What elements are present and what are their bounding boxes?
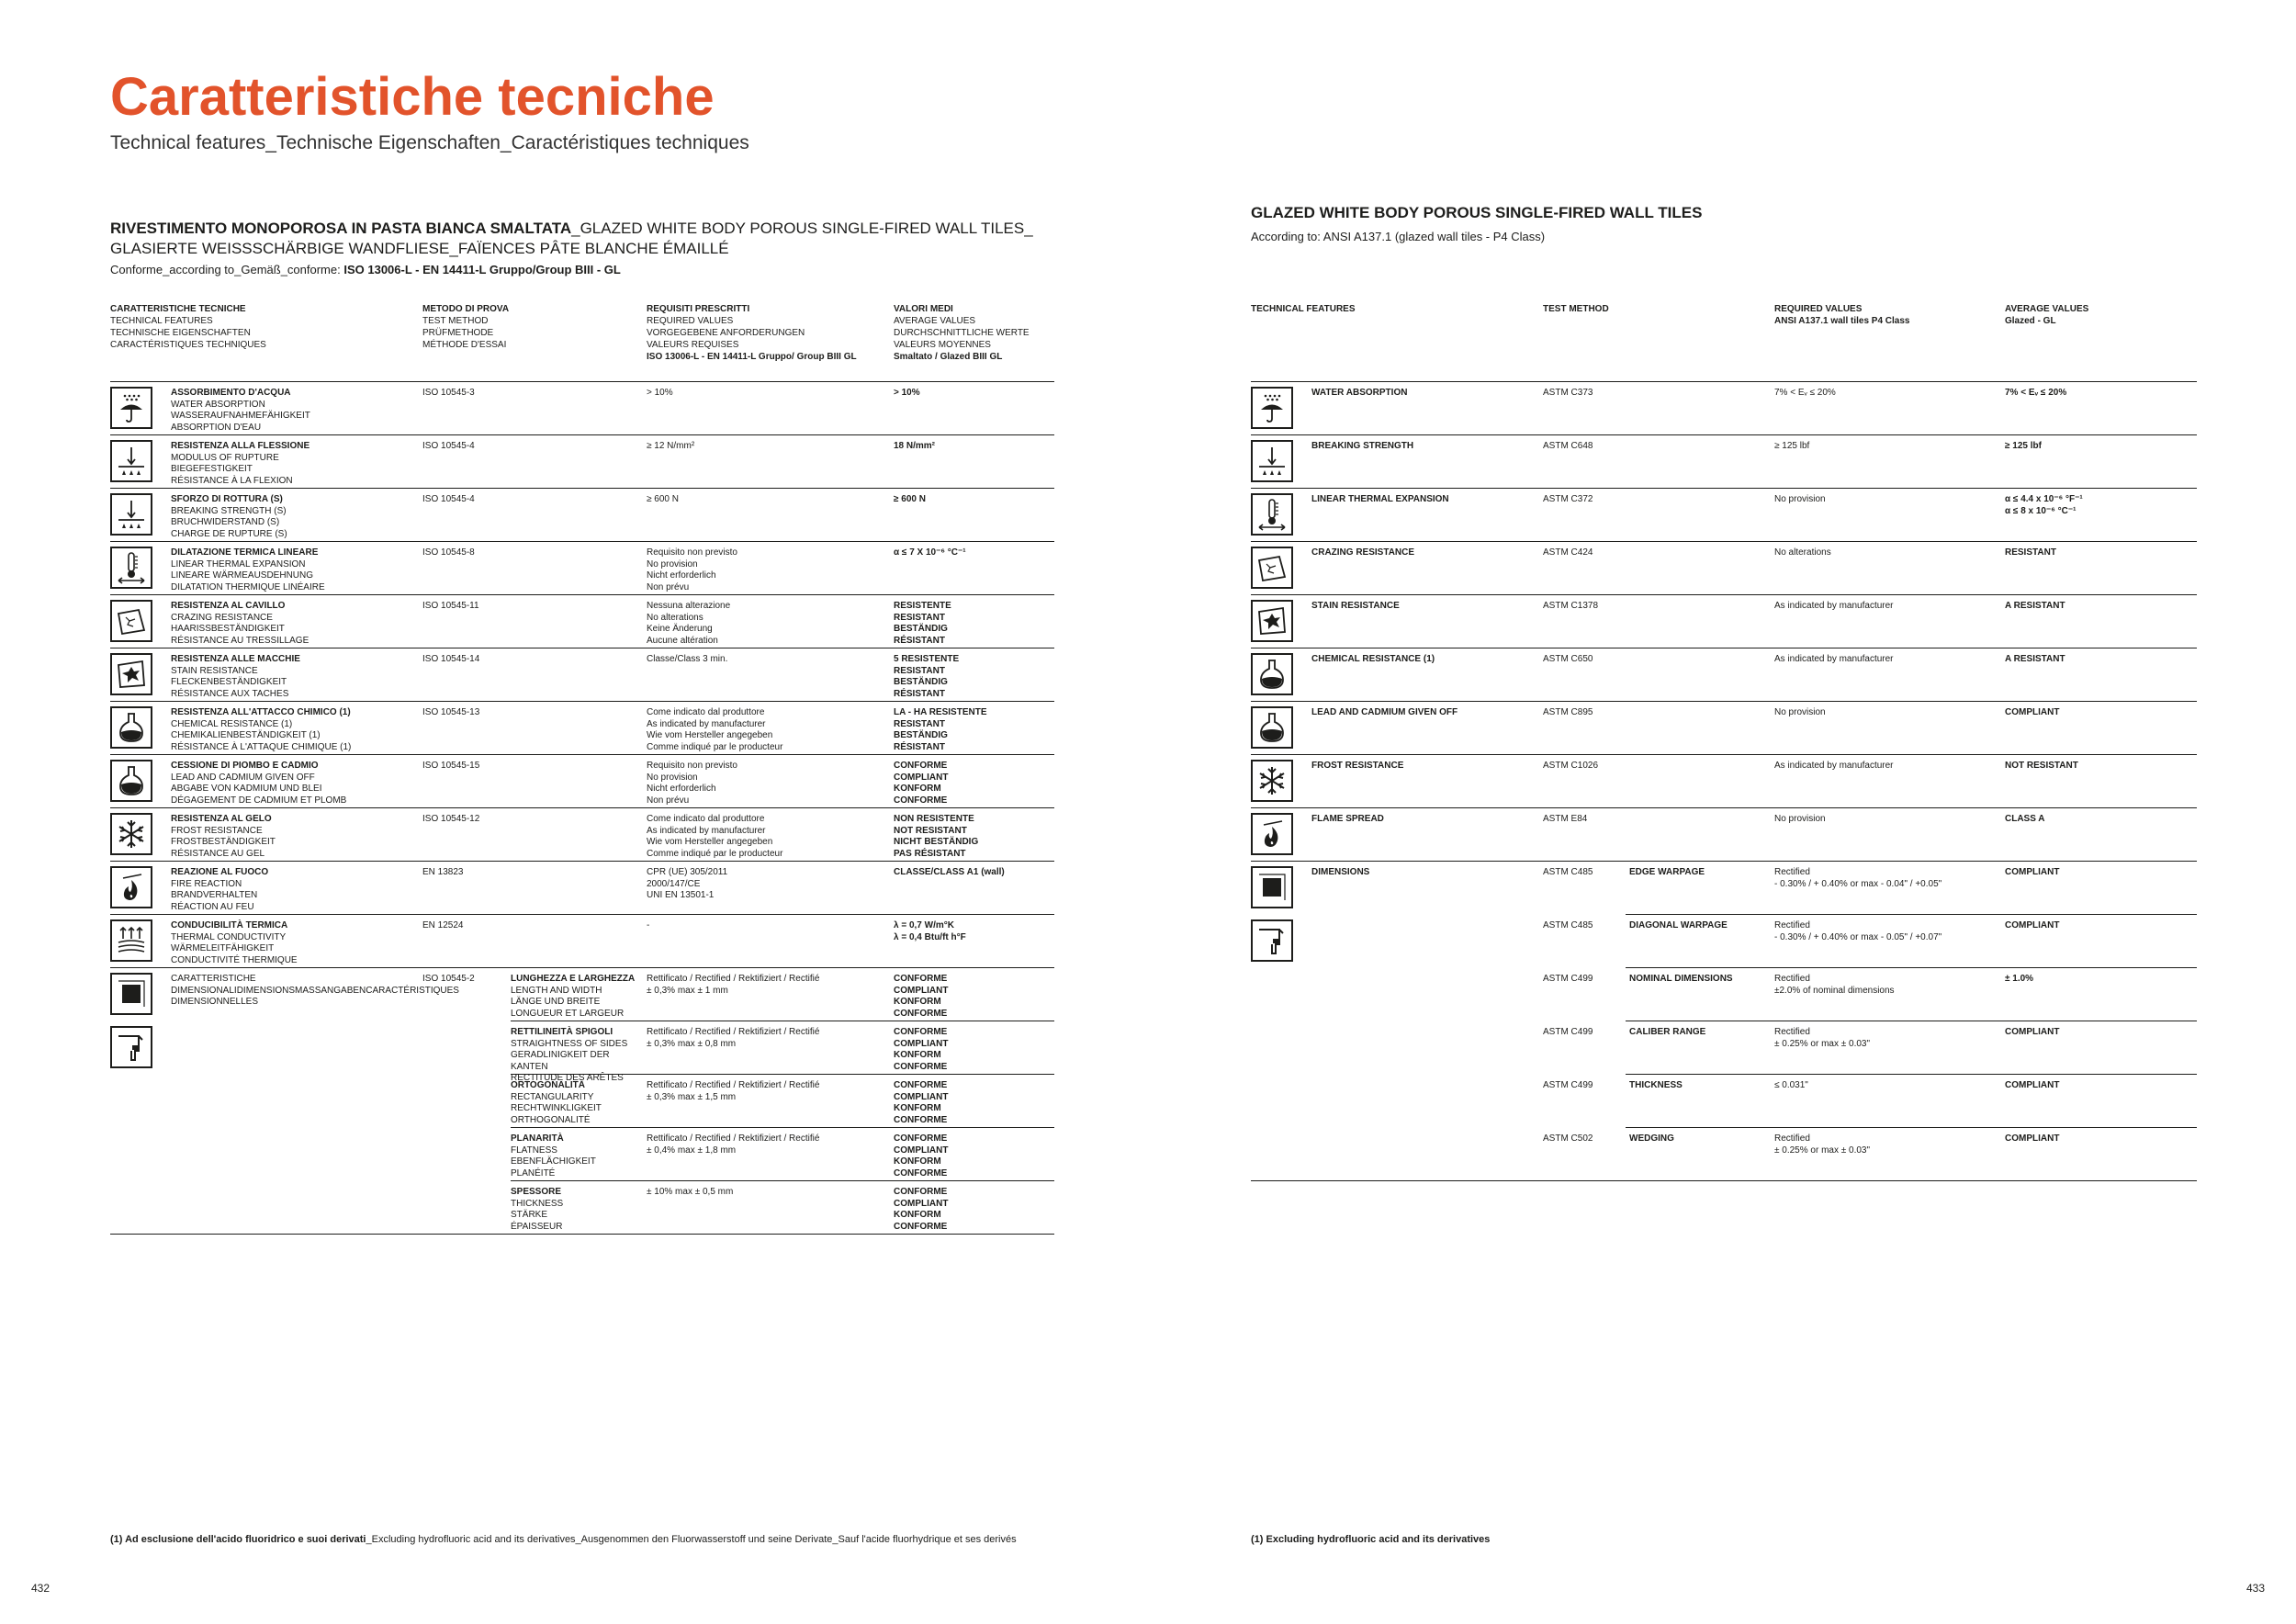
average-value: CONFORME COMPLIANT KONFORM CONFORME xyxy=(894,1187,949,1232)
feature-name: LINEAR THERMAL EXPANSION xyxy=(1311,494,1449,504)
water-drops-umbrella-icon xyxy=(110,387,152,429)
required-value: Rettificato / Rectified / Rektifiziert / Rectifié ± 0,3% max ± 1,5 mm xyxy=(647,1080,820,1102)
average-value: > 10% xyxy=(894,388,920,398)
test-method: ASTM C424 xyxy=(1543,547,1593,558)
spec-row xyxy=(1251,648,2197,702)
feature-name: LEAD AND CADMIUM GIVEN OFF xyxy=(1311,707,1458,717)
required-value: Come indicato dal produttore As indicated by manufacturer Wie vom Hersteller angegeben Comme indiqué par le producteur xyxy=(647,814,783,859)
spec-row xyxy=(1251,595,2197,648)
required-value: Come indicato dal produttore As indicated by manufacturer Wie vom Hersteller angegeben Comme indiqué par le producteur xyxy=(647,707,783,752)
required-value: Requisito non previsto No provision Nicht erforderlich Non prévu xyxy=(647,547,737,592)
required-value: ≥ 12 N/mm² xyxy=(647,441,695,451)
required-value: Rectified - 0.30% / + 0.40% or max - 0.05" / +0.07" xyxy=(1774,920,1942,942)
average-value: 5 RESISTENTE RESISTANT BESTÄNDIG RÉSISTANT xyxy=(894,654,960,699)
test-method: ISO 10545-12 xyxy=(422,814,480,824)
dimension-name: LUNGHEZZA E LARGHEZZA LENGTH AND WIDTH LÄNGE UND BREITE LONGUEUR ET LARGEUR xyxy=(511,974,636,1019)
dimension-subrow xyxy=(1543,1128,2197,1181)
average-value: α ≤ 4.4 x 10⁻⁶ °F⁻¹ α ≤ 8 x 10⁻⁶ °C⁻¹ xyxy=(2005,494,2083,516)
crazing-tile-icon xyxy=(1251,547,1293,589)
average-value: COMPLIANT xyxy=(2005,1080,2060,1090)
caliper-icon xyxy=(1251,919,1293,962)
water-drops-umbrella-icon xyxy=(1251,387,1293,429)
right-heading: GLAZED WHITE BODY POROUS SINGLE-FIRED WALL TILES xyxy=(1251,204,1703,221)
test-method: EN 12524 xyxy=(422,920,464,930)
average-value: CONFORME COMPLIANT KONFORM CONFORME xyxy=(894,761,949,806)
dimension-name: ORTOGONALITÀ RECTANGULARITY RECHTWINKLIGKEIT ORTHOGONALITÉ xyxy=(511,1080,602,1125)
spec-row xyxy=(1251,702,2197,755)
test-method: ASTM C499 xyxy=(1543,1027,1593,1037)
test-method: ASTM C485 xyxy=(1543,920,1593,930)
required-value: No provision xyxy=(1774,814,1826,824)
required-value: > 10% xyxy=(647,388,673,398)
required-value: No alterations xyxy=(1774,547,1831,558)
dimensions-square-icon xyxy=(1251,866,1293,908)
required-value: Rectified ± 0.25% or max ± 0.03" xyxy=(1774,1133,1871,1156)
required-value: As indicated by manufacturer xyxy=(1774,654,1894,664)
required-value: Rectified ±2.0% of nominal dimensions xyxy=(1774,974,1895,996)
average-value: 7% < Eᵥ ≤ 20% xyxy=(2005,388,2067,398)
test-method: ASTM C502 xyxy=(1543,1133,1593,1144)
average-value: ≥ 125 lbf xyxy=(2005,441,2042,451)
right-col-header-required: REQUIRED VALUES ANSI A137.1 wall tiles P4 Class xyxy=(1774,304,1910,326)
dimension-subrow xyxy=(1543,915,2197,968)
thermal-conductivity-icon xyxy=(110,919,152,962)
breaking-force-icon xyxy=(110,493,152,536)
average-value: COMPLIANT xyxy=(2005,867,2060,877)
spec-row xyxy=(110,648,1054,702)
dimensions-square-icon xyxy=(110,973,152,1015)
feature-name: CESSIONE DI PIOMBO E CADMIO LEAD AND CADMIUM GIVEN OFF ABGABE VON KADMIUM UND BLEI DÉGAGEMENT DE CADMIUM ET PLOMB xyxy=(171,761,347,806)
required-value: ≥ 125 lbf xyxy=(1774,441,1810,451)
left-conformity xyxy=(110,263,1056,276)
feature-name: FLAME SPREAD xyxy=(1311,814,1384,824)
lead-flask-icon xyxy=(1251,706,1293,749)
average-value: RESISTENTE RESISTANT BESTÄNDIG RÉSISTANT xyxy=(894,601,951,646)
test-method: ASTM C499 xyxy=(1543,1080,1593,1090)
test-method: ISO 10545-4 xyxy=(422,441,475,451)
dimension-name: DIAGONAL WARPAGE xyxy=(1629,920,1728,930)
fire-icon xyxy=(110,866,152,908)
required-value: - xyxy=(647,920,650,930)
feature-name: CRAZING RESISTANCE xyxy=(1311,547,1415,558)
spec-row xyxy=(110,702,1054,755)
spec-row xyxy=(110,915,1054,968)
test-method: ISO 10545-14 xyxy=(422,654,480,664)
left-footnote: (1) Ad esclusione dell'acido fluoridrico e suoi derivati_Excluding hydrofluoric acid and its derivatives_Ausgenommen den Fluorwasserstoff und seine Derivate_Sauf l'acide fluorhydrique et ses derivés xyxy=(110,1534,1017,1545)
required-value: Rettificato / Rectified / Rektifiziert / Rectifié ± 0,3% max ± 1 mm xyxy=(647,974,820,996)
test-method: ISO 10545-2 xyxy=(422,974,475,984)
required-value: ≤ 0.031" xyxy=(1774,1080,1808,1090)
lead-flask-icon xyxy=(110,760,152,802)
spec-row xyxy=(1251,489,2197,542)
required-value: No provision xyxy=(1774,494,1826,504)
feature-name: RESISTENZA ALLE MACCHIE STAIN RESISTANCE FLECKENBESTÄNDIGKEIT RÉSISTANCE AUX TACHES xyxy=(171,654,300,699)
feature-name: FROST RESISTANCE xyxy=(1311,761,1404,771)
test-method: ASTM E84 xyxy=(1543,814,1588,824)
spec-row xyxy=(1251,542,2197,595)
required-value: Classe/Class 3 min. xyxy=(647,654,728,664)
test-method: ISO 10545-8 xyxy=(422,547,475,558)
test-method: ISO 10545-15 xyxy=(422,761,480,771)
thermometer-expansion-icon xyxy=(110,547,152,589)
average-value: CONFORME COMPLIANT KONFORM CONFORME xyxy=(894,1133,949,1179)
breaking-force-icon xyxy=(110,440,152,482)
left-col-header-features: CARATTERISTICHE TECNICHE TECHNICAL FEATURES TECHNISCHE EIGENSCHAFTEN CARACTÉRISTIQUES TECHNIQUES xyxy=(110,304,266,350)
left-spec-table xyxy=(110,381,1054,1235)
average-value: α ≤ 7 X 10⁻⁶ °C⁻¹ xyxy=(894,547,966,558)
right-standard: According to: ANSI A137.1 (glazed wall tiles - P4 Class) xyxy=(1251,230,1546,243)
average-value: CLASS A xyxy=(2005,814,2045,824)
test-method: ASTM C650 xyxy=(1543,654,1593,664)
test-method: ASTM C1378 xyxy=(1543,601,1599,611)
feature-name: CHEMICAL RESISTANCE (1) xyxy=(1311,654,1435,664)
average-value: NON RESISTENTE NOT RESISTANT NICHT BESTÄNDIG PAS RÉSISTANT xyxy=(894,814,979,859)
spec-row xyxy=(110,862,1054,915)
test-method: ISO 10545-13 xyxy=(422,707,480,717)
spec-row xyxy=(110,808,1054,862)
required-value: Nessuna alterazione No alterations Keine Änderung Aucune altération xyxy=(647,601,731,646)
dimension-subrow xyxy=(511,1021,1054,1083)
left-heading-bold: RIVESTIMENTO MONOPOROSA IN PASTA BIANCA SMALTATA xyxy=(110,220,572,237)
test-method: ISO 10545-3 xyxy=(422,388,475,398)
left-heading-de-fr: GLASIERTE WEISSSCHÄRBIGE WANDFLIESE_FAÏENCES PÂTE BLANCHE ÉMAILLÉ xyxy=(110,240,729,257)
feature-name: ASSORBIMENTO D'ACQUA WATER ABSORPTION WASSERAUFNAHMEFÄHIGKEIT ABSORPTION D'EAU xyxy=(171,388,310,433)
left-heading-en: _GLAZED WHITE BODY POROUS SINGLE-FIRED WALL TILES_ xyxy=(571,220,1033,237)
left-heading xyxy=(110,219,1056,259)
feature-name: DIMENSIONS xyxy=(1311,867,1370,877)
required-value: Rettificato / Rectified / Rektifiziert / Rectifié ± 0,3% max ± 0,8 mm xyxy=(647,1027,820,1049)
chemical-flask-icon xyxy=(1251,653,1293,695)
average-value: CONFORME COMPLIANT KONFORM CONFORME xyxy=(894,1080,949,1125)
test-method: ISO 10545-11 xyxy=(422,601,479,611)
average-value: COMPLIANT xyxy=(2005,707,2060,717)
test-method: ASTM C895 xyxy=(1543,707,1593,717)
required-value: Rectified - 0.30% / + 0.40% or max - 0.04" / +0.05" xyxy=(1774,867,1942,889)
test-method: ISO 10545-4 xyxy=(422,494,475,504)
dimension-subrow xyxy=(511,968,1054,1021)
snowflake-icon xyxy=(110,813,152,855)
test-method: ASTM C485 xyxy=(1543,867,1593,877)
feature-name: CONDUCIBILITÀ TERMICA THERMAL CONDUCTIVITY WÄRMELEITFÄHIGKEIT CONDUCTIVITÉ THERMIQUE xyxy=(171,920,298,965)
average-value: CLASSE/CLASS A1 (wall) xyxy=(894,867,1005,877)
dimension-name: PLANARITÀ FLATNESS EBENFLÄCHIGKEIT PLANÉITÉ xyxy=(511,1133,596,1179)
dimension-subrow xyxy=(1543,1021,2197,1075)
spec-row xyxy=(110,755,1054,808)
required-value: Rectified ± 0.25% or max ± 0.03" xyxy=(1774,1027,1871,1049)
left-col-header-required: REQUISITI PRESCRITTI REQUIRED VALUES VORGEGEBENE ANFORDERUNGEN VALEURS REQUISES ISO 13006-L - EN 14411-L Gruppo/ Group BIII GL xyxy=(647,304,857,362)
average-value: A RESISTANT xyxy=(2005,601,2065,611)
right-col-header-features: TECHNICAL FEATURES xyxy=(1251,304,1356,314)
right-col-header-method: TEST METHOD xyxy=(1543,304,1609,314)
test-method: ASTM C373 xyxy=(1543,388,1593,398)
spec-row xyxy=(110,595,1054,648)
average-value: 18 N/mm² xyxy=(894,441,936,451)
spec-row xyxy=(110,542,1054,595)
average-value: COMPLIANT xyxy=(2005,1027,2060,1037)
feature-name: RESISTENZA AL GELO FROST RESISTANCE FROSTBESTÄNDIGKEIT RÉSISTANCE AU GEL xyxy=(171,814,276,859)
test-method: ASTM C648 xyxy=(1543,441,1593,451)
dimension-name: CALIBER RANGE xyxy=(1629,1027,1706,1037)
breaking-force-icon xyxy=(1251,440,1293,482)
required-value: CPR (UE) 305/2011 2000/147/CE UNI EN 13501-1 xyxy=(647,867,728,900)
feature-name: CARATTERISTICHE DIMENSIONALIDIMENSIONSMASSANGABENCARACTÉRISTIQUES DIMENSIONNELLES xyxy=(171,974,459,1007)
dimension-subrow xyxy=(511,1075,1054,1128)
average-value: LA - HA RESISTENTE RESISTANT BESTÄNDIG RÉSISTANT xyxy=(894,707,987,752)
spec-row xyxy=(110,435,1054,489)
left-section-header xyxy=(110,219,1056,276)
average-value: CONFORME COMPLIANT KONFORM CONFORME xyxy=(894,1027,949,1072)
page-number-right: 433 xyxy=(2245,1582,2265,1595)
dimension-name: THICKNESS xyxy=(1629,1080,1683,1090)
required-value: No provision xyxy=(1774,707,1826,717)
spec-row xyxy=(1251,435,2197,489)
average-value: A RESISTANT xyxy=(2005,654,2065,664)
dimension-name: NOMINAL DIMENSIONS xyxy=(1629,974,1733,984)
feature-name: STAIN RESISTANCE xyxy=(1311,601,1400,611)
required-value: Requisito non previsto No provision Nicht erforderlich Non prévu xyxy=(647,761,737,806)
average-value: λ = 0,7 W/m°K λ = 0,4 Btu/ft h°F xyxy=(894,920,966,942)
page-number-left: 432 xyxy=(31,1582,51,1595)
dimension-subrow xyxy=(511,1128,1054,1181)
spec-row xyxy=(1251,382,2197,435)
chemical-flask-icon xyxy=(110,706,152,749)
right-col-header-average: AVERAGE VALUES Glazed - GL xyxy=(2005,304,2089,326)
dimension-subrow xyxy=(511,1181,1054,1235)
dimension-name: SPESSORE THICKNESS STÄRKE ÉPAISSEUR xyxy=(511,1187,564,1232)
required-value: ≥ 600 N xyxy=(647,494,679,504)
dimension-name: RETTILINEITÀ SPIGOLI STRAIGHTNESS OF SIDES GERADLINIGKEIT DER KANTEN RECTITUDE DES ARÊTES xyxy=(511,1027,628,1083)
right-spec-table xyxy=(1251,381,2197,1181)
required-value: Rettificato / Rectified / Rektifiziert / Rectifié ± 0,4% max ± 1,8 mm xyxy=(647,1133,820,1156)
feature-name: BREAKING STRENGTH xyxy=(1311,441,1414,451)
caliper-icon xyxy=(110,1026,152,1068)
dimension-name: EDGE WARPAGE xyxy=(1629,867,1705,877)
right-section-header xyxy=(1251,204,2197,243)
average-value: COMPLIANT xyxy=(2005,920,2060,930)
test-method: EN 13823 xyxy=(422,867,464,877)
fire-icon xyxy=(1251,813,1293,855)
feature-name: DILATAZIONE TERMICA LINEARE LINEAR THERMAL EXPANSION LINEARE WÄRMEAUSDEHNUNG DILATATION THERMIQUE LINÉAIRE xyxy=(171,547,325,592)
feature-name: RESISTENZA ALL'ATTACCO CHIMICO (1) CHEMICAL RESISTANCE (1) CHEMIKALIENBESTÄNDIGKEIT (1) RÉSISTANCE À L'ATTAQUE CHIMIQUE (1) xyxy=(171,707,352,752)
test-method: ASTM C372 xyxy=(1543,494,1593,504)
snowflake-icon xyxy=(1251,760,1293,802)
spec-row xyxy=(1251,808,2197,862)
average-value: RESISTANT xyxy=(2005,547,2056,558)
required-value: 7% < Eᵥ ≤ 20% xyxy=(1774,388,1836,398)
spec-row xyxy=(110,382,1054,435)
feature-name: SFORZO DI ROTTURA (S) BREAKING STRENGTH (S) BRUCHWIDERSTAND (S) CHARGE DE RUPTURE (S) xyxy=(171,494,287,539)
average-value: NOT RESISTANT xyxy=(2005,761,2078,771)
spec-row xyxy=(110,489,1054,542)
feature-name: RESISTENZA AL CAVILLO CRAZING RESISTANCE HAARISSBESTÄNDIGKEIT RÉSISTANCE AU TRESSILLAGE xyxy=(171,601,310,646)
left-col-header-method: METODO DI PROVA TEST METHOD PRÜFMETHODE MÉTHODE D'ESSAI xyxy=(422,304,510,350)
test-method: ASTM C1026 xyxy=(1543,761,1599,771)
required-value: As indicated by manufacturer xyxy=(1774,601,1894,611)
conformity-value: ISO 13006-L - EN 14411-L Gruppo/Group BIII - GL xyxy=(343,263,621,276)
dimensions-block xyxy=(1251,862,2197,1181)
spec-row xyxy=(1251,755,2197,808)
dimension-name: WEDGING xyxy=(1629,1133,1674,1144)
dimensions-block xyxy=(110,968,1054,1235)
average-value: CONFORME COMPLIANT KONFORM CONFORME xyxy=(894,974,949,1019)
required-value: As indicated by manufacturer xyxy=(1774,761,1894,771)
average-value: ≥ 600 N xyxy=(894,494,926,504)
stain-icon xyxy=(110,653,152,695)
stain-icon xyxy=(1251,600,1293,642)
right-footnote: (1) Excluding hydrofluoric acid and its derivatives xyxy=(1251,1534,1491,1545)
test-method: ASTM C499 xyxy=(1543,974,1593,984)
required-value: ± 10% max ± 0,5 mm xyxy=(647,1187,734,1197)
dimension-subrow xyxy=(1543,968,2197,1021)
page-subtitle: Technical features_Technische Eigenschaften_Caractéristiques techniques xyxy=(110,132,749,153)
conformity-label: Conforme_according to_Gemäß_conforme: xyxy=(110,263,344,276)
dimension-subrow xyxy=(1543,1075,2197,1128)
left-col-header-average: VALORI MEDI AVERAGE VALUES DURCHSCHNITTLICHE WERTE VALEURS MOYENNES Smaltato / Glazed BIII GL xyxy=(894,304,1030,362)
feature-name: REAZIONE AL FUOCO FIRE REACTION BRANDVERHALTEN RÉACTION AU FEU xyxy=(171,867,269,912)
thermometer-expansion-icon xyxy=(1251,493,1293,536)
feature-name: WATER ABSORPTION xyxy=(1311,388,1408,398)
crazing-tile-icon xyxy=(110,600,152,642)
average-value: ± 1.0% xyxy=(2005,974,2034,984)
feature-name: RESISTENZA ALLA FLESSIONE MODULUS OF RUPTURE BIEGEFESTIGKEIT RÉSISTANCE À LA FLEXION xyxy=(171,441,310,486)
average-value: COMPLIANT xyxy=(2005,1133,2060,1144)
page-title: Caratteristiche tecniche xyxy=(110,67,715,127)
dimension-subrow xyxy=(1543,862,2197,915)
